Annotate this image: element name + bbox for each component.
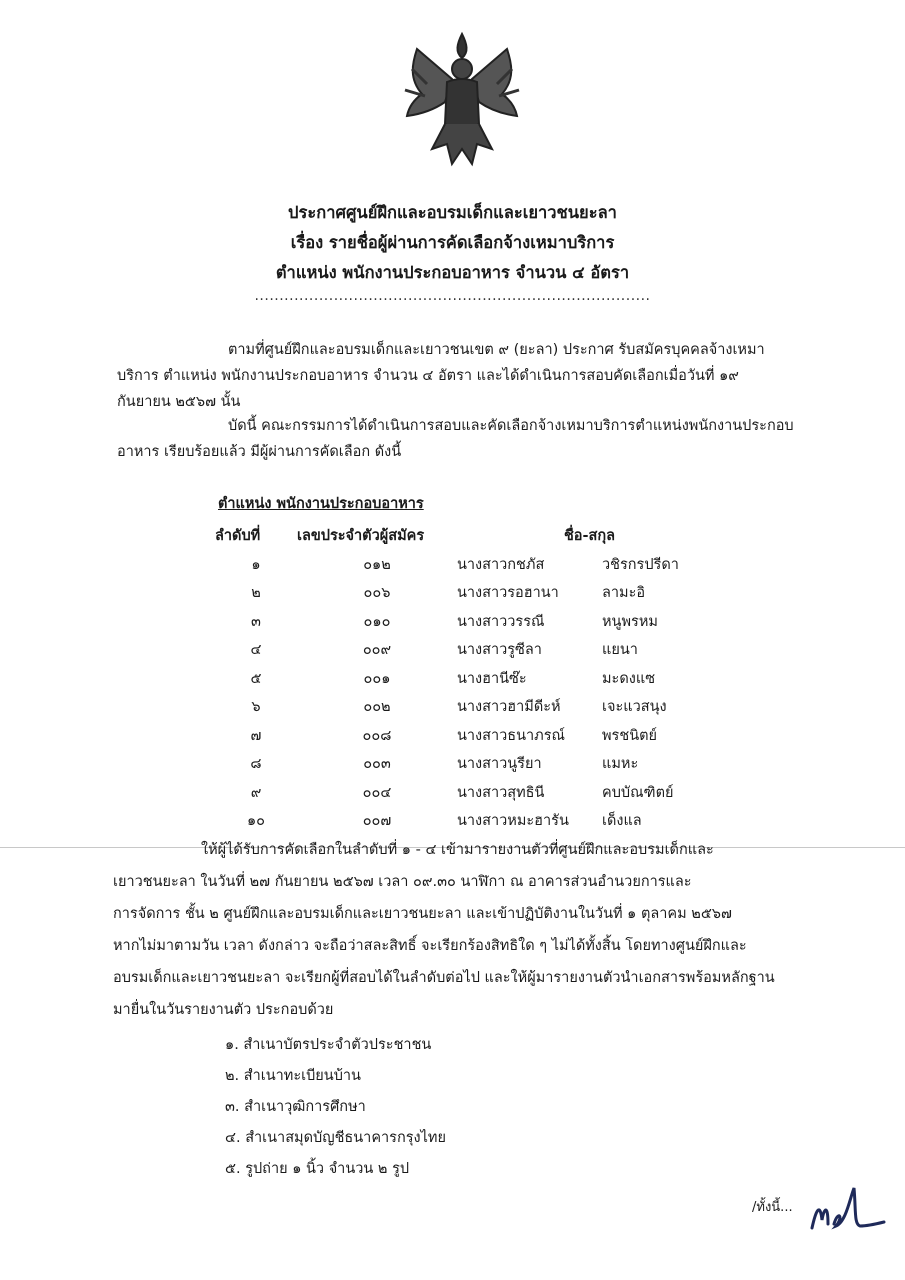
cell-applicant-id: ๐๐๑ [363,670,391,687]
position-heading: ตำแหน่ง พนักงานประกอบอาหาร [218,496,424,512]
table-row [215,807,722,836]
cell-order: ๗ [250,727,262,744]
table-row [215,607,722,636]
list-item: ๑. สำเนาบัตรประจำตัวประชาชน [225,1037,432,1053]
cell-order: ๒ [251,585,261,602]
cell-applicant-id: ๐๐๓ [363,756,391,773]
intro-p1-line1: ตามที่ศูนย์ฝึกและอบรมเด็กและเยาวชนเขต ๙ (ยะลา) ประกาศ รับสมัครบุคคลจ้างเหมา [228,342,765,358]
table-row [215,579,722,608]
cell-order: ๑๐ [246,813,266,830]
list-item: ๕. รูปถ่าย ๑ นิ้ว จำนวน ๒ รูป [225,1161,410,1177]
candidates-table [215,520,722,835]
cell-order: ๑ [251,556,261,573]
intro-p2-line1: บัดนี้ คณะกรรมการได้ดำเนินการสอบและคัดเลือกจ้างเหมาบริการตำแหน่งพนักงานประกอบ [228,418,794,434]
intro-p1-line3: กันยายน ๒๕๖๗ นั้น [117,394,241,410]
cell-first-name: นางสาววรรณี [457,613,545,630]
instruction-line1: ให้ผู้ได้รับการคัดเลือกในลำดับที่ ๑ - ๔ เข้ามารายงานตัวที่ศูนย์ฝึกและอบรมเด็กและ [201,842,714,858]
cell-order: ๓ [251,613,261,630]
cell-first-name: นางสาวกชภัส [457,556,545,573]
table-row [215,693,722,722]
col-header-order: ลำดับที่ [215,527,261,544]
cell-last-name: วชิรกรปรีดา [602,556,679,573]
table-row [215,550,722,579]
instruction-line5: อบรมเด็กและเยาวชนยะลา จะเรียกผู้ที่สอบได้ในลำดับต่อไป และให้ผู้มารายงานตัวนำเอกสารพร้อมหลักฐาน [113,970,775,986]
cell-last-name: มะดงแซ [602,670,656,687]
cell-applicant-id: ๐๐๒ [363,699,391,716]
list-item: ๔. สำเนาสมุดบัญชีธนาคารกรุงไทย [225,1130,446,1146]
cell-last-name: เจะแวสนุง [602,699,667,716]
cell-first-name: นางสาวฮามีดีะห์ [457,699,561,716]
intro-p2-line2: อาหาร เรียบร้อยแล้ว มีผู้ผ่านการคัดเลือก ดังนี้ [117,444,402,460]
cell-first-name: นางสาวรอฮานา [457,585,559,602]
cell-last-name: เด็งแล [602,813,642,830]
cell-first-name: นางสาวธนาภรณ์ [457,727,565,744]
instruction-line3: การจัดการ ชั้น ๒ ศูนย์ฝึกและอบรมเด็กและเยาวชนยะลา และเข้าปฏิบัติงานในวันที่ ๑ ตุลาคม ๒๕๖๗ [113,906,732,922]
cell-applicant-id: ๐๐๗ [362,813,392,830]
intro-p1-line2: บริการ ตำแหน่ง พนักงานประกอบอาหาร จำนวน ๔ อัตรา และได้ดำเนินการสอบคัดเลือกเมื่อวันที่ ๑๙ [117,368,739,384]
table-row [215,778,722,807]
instruction-line2: เยาวชนยะลา ในวันที่ ๒๗ กันยายน ๒๕๖๗ เวลา ๐๙.๓๐ นาฬิกา ณ อาคารส่วนอำนวยการและ [113,874,692,890]
cell-order: ๔ [250,642,262,659]
cell-applicant-id: ๐๐๖ [363,585,391,602]
cell-applicant-id: ๐๑๐ [363,613,391,630]
cell-order: ๘ [250,756,262,773]
cell-last-name: แมหะ [602,756,639,773]
title-separator: ................................................................................ [254,288,651,304]
cell-first-name: นางสาวนูรียา [457,756,542,773]
cell-applicant-id: ๐๐๙ [362,642,392,659]
announcement-position: ตำแหน่ง พนักงานประกอบอาหาร จำนวน ๔ อัตรา [275,263,630,282]
col-header-applicant-id: เลขประจำตัวผู้สมัคร [297,527,425,544]
cell-last-name: คบบัณฑิตย์ [602,784,674,801]
table-row [215,721,722,750]
instruction-line4: หากไม่มาตามวัน เวลา ดังกล่าว จะถือว่าสละสิทธิ์ จะเรียกร้องสิทธิใด ๆ ไม่ได้ทั้งสิ้น โดยทางศูนย์ฝึกและ [113,938,747,954]
cell-order: ๙ [250,784,262,801]
table-header-row [215,520,722,550]
cell-applicant-id: ๐๐๔ [362,784,392,801]
cell-last-name: แยนา [602,642,638,659]
page-continue: /ทั้งนี้... [752,1200,793,1215]
cell-first-name: นางฮานีซ๊ะ [457,670,527,687]
list-item: ๓. สำเนาวุฒิการศึกษา [225,1099,366,1115]
cell-last-name: พรชนิตย์ [602,727,658,744]
col-header-name: ชื่อ-สกุล [563,527,616,544]
cell-applicant-id: ๐๐๘ [362,727,392,744]
table-row [215,636,722,665]
document-list [225,1030,446,1185]
garuda-emblem [387,24,537,174]
cell-first-name: นางสาวรูซีลา [457,642,542,659]
cell-applicant-id: ๐๑๒ [363,556,391,573]
cell-first-name: นางสาวสุทธินี [457,784,545,801]
list-item: ๒. สำเนาทะเบียนบ้าน [225,1068,361,1084]
cell-first-name: นางสาวหมะฮารัน [457,813,569,830]
cell-last-name: ลามะอิ [602,585,646,602]
table-row [215,750,722,779]
cell-order: ๖ [251,699,261,716]
table-row [215,664,722,693]
instruction-line6: มายื่นในวันรายงานตัว ประกอบด้วย [113,1002,334,1018]
announcement-subject: เรื่อง รายชื่อผู้ผ่านการคัดเลือกจ้างเหมาบริการ [290,233,615,252]
cell-last-name: หนูพรหม [602,613,658,630]
cell-order: ๕ [250,670,262,687]
announcement-title: ประกาศศูนย์ฝึกและอบรมเด็กและเยาวชนยะลา [288,203,617,222]
signature-initials [806,1180,886,1240]
